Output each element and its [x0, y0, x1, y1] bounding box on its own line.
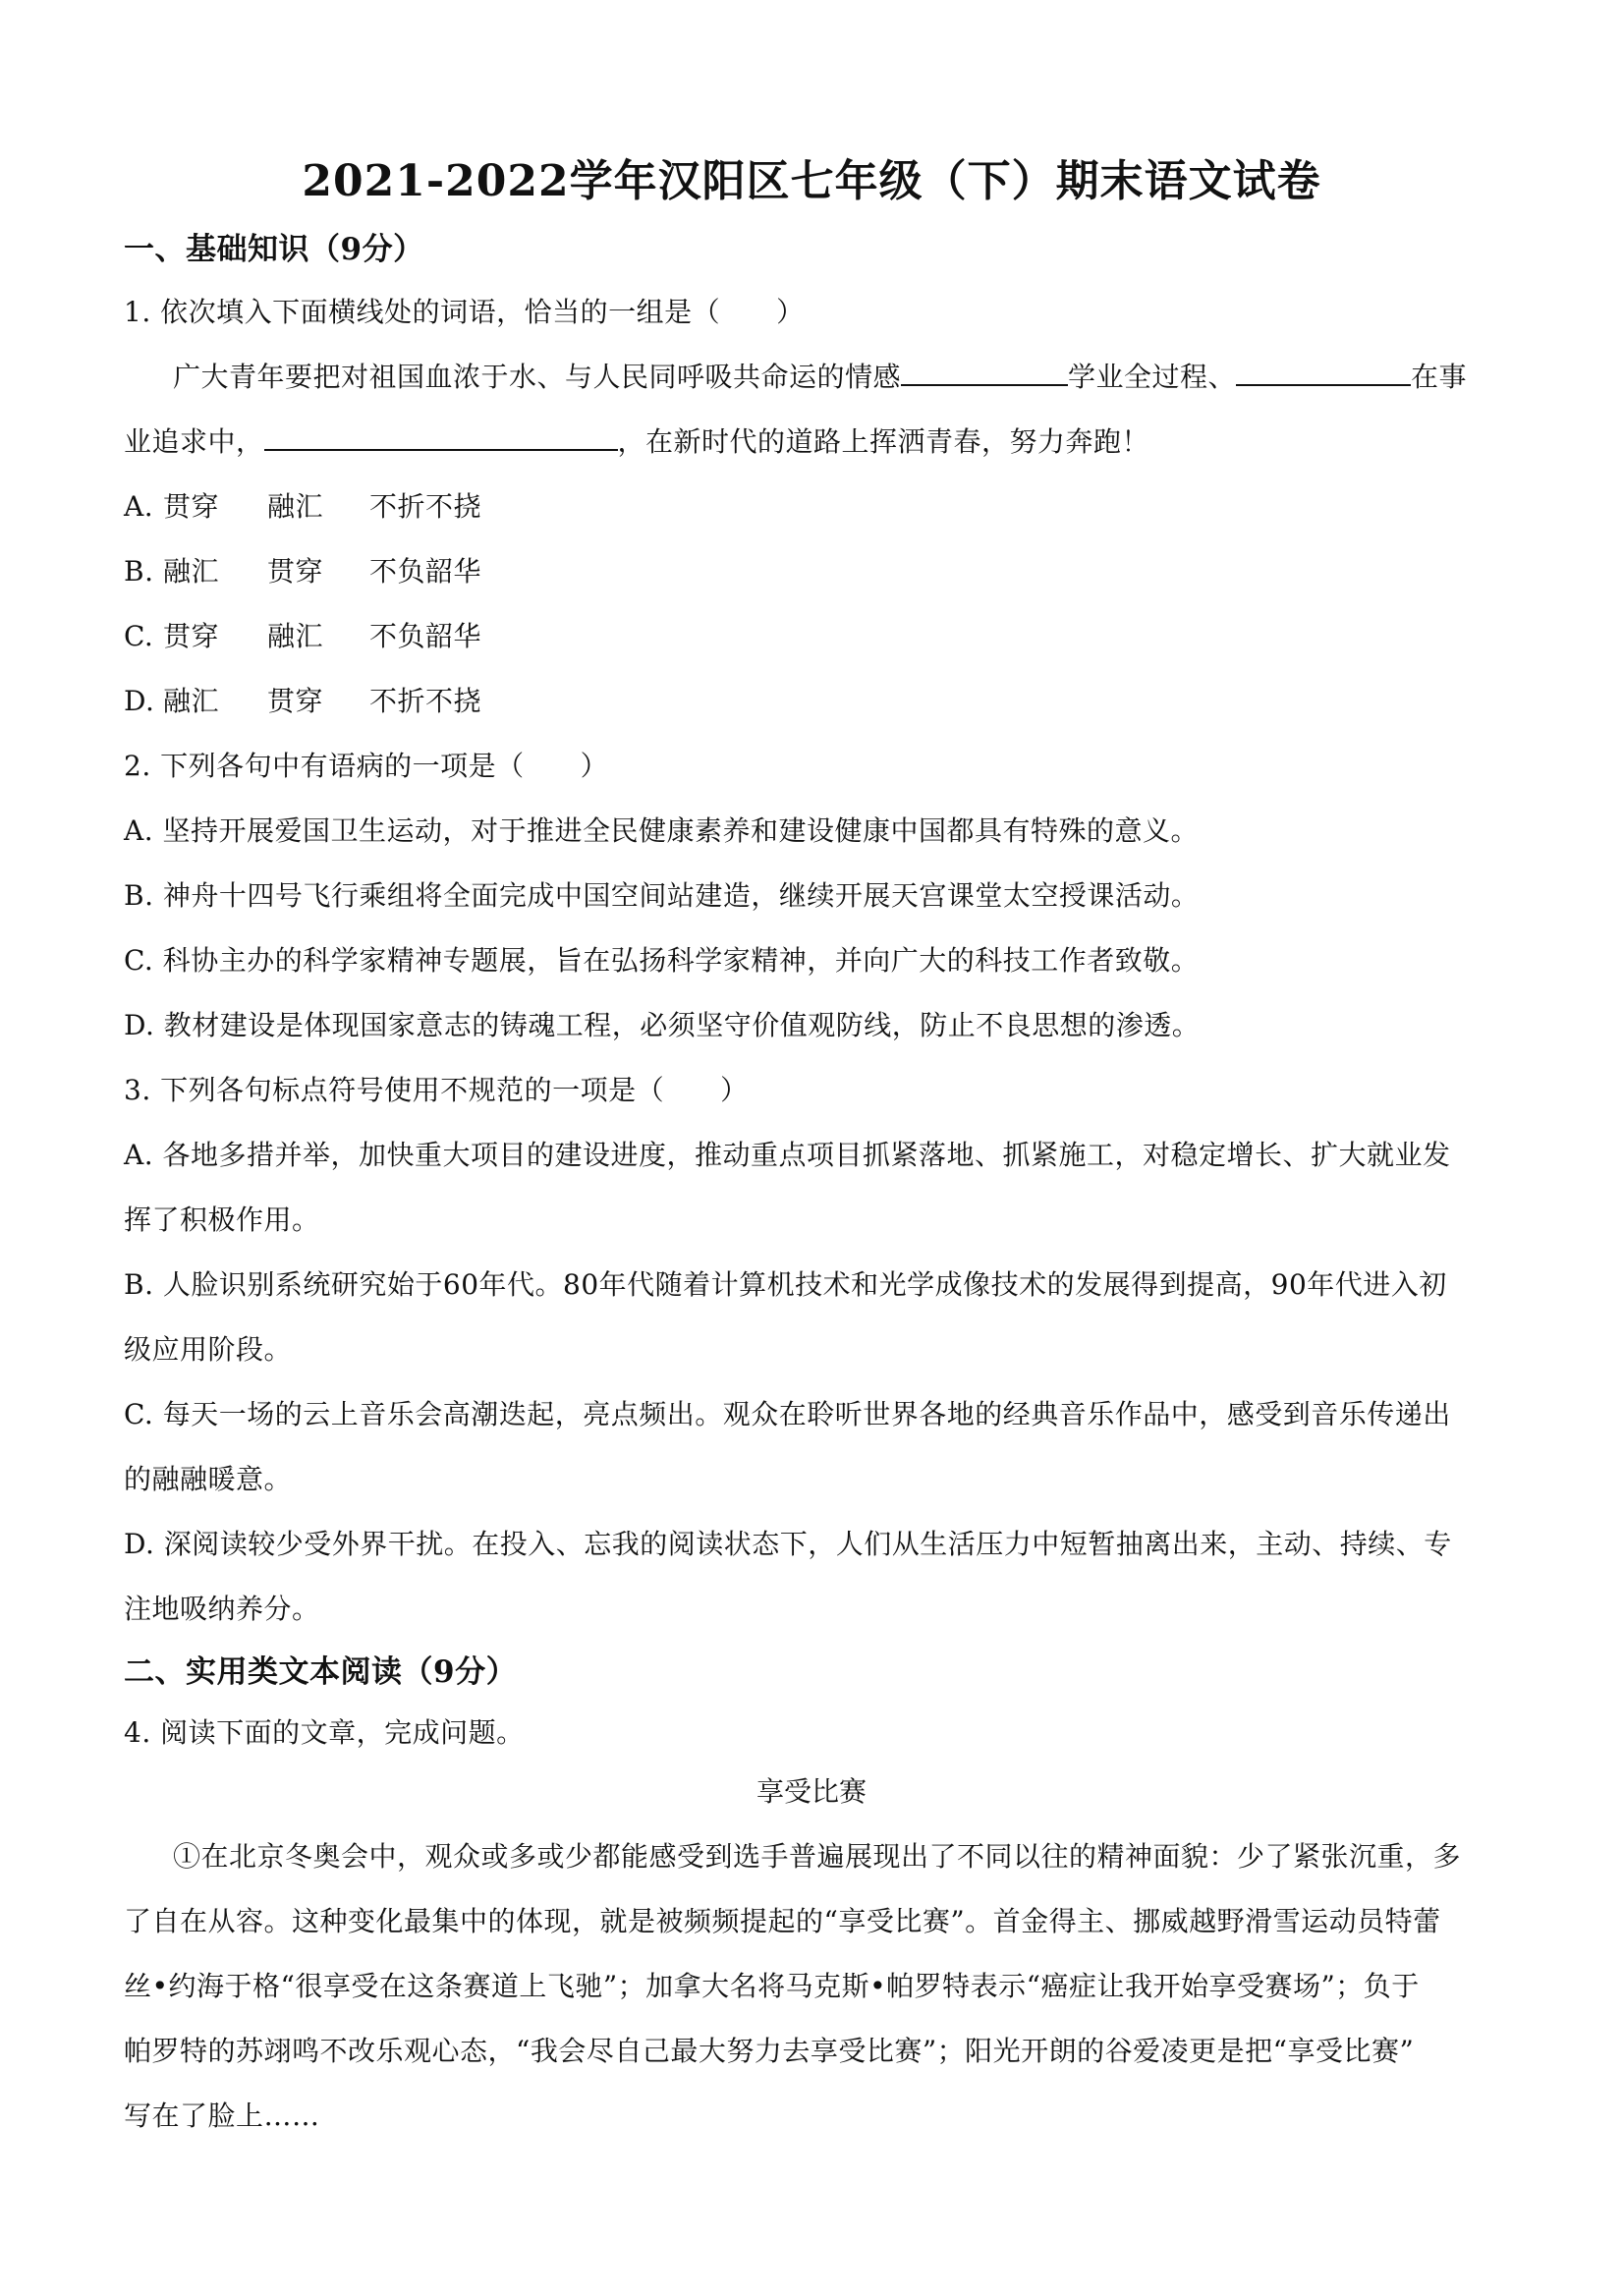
- article-paragraph-line-2: 了自在从容。这种变化最集中的体现，就是被频频提起的“享受比赛”。首金得主、挪威越野滑雪运动员特蕾: [124, 1905, 1441, 1937]
- question-3-option-c-line-2: 的融融暖意。: [124, 1463, 293, 1495]
- question-2-stem: 2. 下列各句中有语病的一项是（ ）: [124, 750, 609, 782]
- question-3-option-d-line-1: D. 深阅读较少受外界干扰。在投入、忘我的阅读状态下，人们从生活压力中短暂抽离出来，主动、持续、专: [124, 1528, 1452, 1560]
- question-2-option-d: D. 教材建设是体现国家意志的铸魂工程，必须坚守价值观防线，防止不良思想的渗透。: [124, 1009, 1201, 1041]
- question-1-option-a: A. 贯穿 融汇 不折不挠: [124, 490, 482, 523]
- question-2-option-c: C. 科协主办的科学家精神专题展，旨在弘扬科学家精神，并向广大的科技工作者致敬。: [124, 944, 1200, 977]
- question-1-passage-line-2: 业追求中， ，在新时代的道路上挥洒青春，努力奔跑！: [124, 425, 1150, 458]
- question-4-stem: 4. 阅读下面的文章，完成问题。: [124, 1716, 525, 1749]
- question-1-passage-line-1: 广大青年要把对祖国血浓于水、与人民同呼吸共命运的情感 学业全过程、 在事: [173, 361, 1468, 393]
- section-heading-2: 二、实用类文本阅读（9分）: [124, 1654, 518, 1690]
- article-paragraph-line-5: 写在了脸上……: [124, 2100, 320, 2132]
- article-paragraph-line-1: ①在北京冬奥会中，观众或多或少都能感受到选手普遍展现出了不同以往的精神面貌：少了紧张沉重，多: [173, 1840, 1462, 1873]
- question-3-option-a-line-2: 挥了积极作用。: [124, 1204, 320, 1236]
- question-2-option-a: A. 坚持开展爱国卫生运动，对于推进全民健康素养和建设健康中国都具有特殊的意义。: [124, 814, 1200, 847]
- question-3-stem: 3. 下列各句标点符号使用不规范的一项是（ ）: [124, 1074, 749, 1106]
- fill-blank-3[interactable]: [264, 423, 618, 451]
- question-1-stem: 1. 依次填入下面横线处的词语，恰当的一组是（ ）: [124, 296, 805, 328]
- question-3-option-a-line-1: A. 各地多措并举，加快重大项目的建设进度，推动重点项目抓紧落地、抓紧施工，对稳定增长、扩大就业发: [124, 1139, 1451, 1171]
- question-3-option-c-line-1: C. 每天一场的云上音乐会高潮迭起，亮点频出。观众在聆听世界各地的经典音乐作品中，感受到音乐传递出: [124, 1398, 1451, 1430]
- fill-blank-1[interactable]: [901, 359, 1068, 386]
- section-heading-1: 一、基础知识（9分）: [124, 232, 424, 267]
- question-1-option-b: B. 融汇 贯穿 不负韶华: [124, 555, 482, 588]
- question-1-option-c: C. 贯穿 融汇 不负韶华: [124, 620, 482, 652]
- article-title: 享受比赛: [756, 1775, 867, 1808]
- article-paragraph-line-3: 丝•约海于格“很享受在这条赛道上飞驰”；加拿大名将马克斯•帕罗特表示“癌症让我开始享受赛场”；负于: [124, 1970, 1420, 2002]
- question-3-option-d-line-2: 注地吸纳养分。: [124, 1593, 320, 1625]
- question-3-option-b-line-2: 级应用阶段。: [124, 1333, 293, 1366]
- question-3-option-b-line-1: B. 人脸识别系统研究始于60年代。80年代随着计算机技术和光学成像技术的发展得到提高，90年代进入初: [124, 1268, 1447, 1301]
- article-paragraph-line-4: 帕罗特的苏翊鸣不改乐观心态，“我会尽自己最大努力去享受比赛”；阳光开朗的谷爱凌更是把“享受比赛”: [124, 2035, 1415, 2067]
- question-2-option-b: B. 神舟十四号飞行乘组将全面完成中国空间站建造，继续开展天宫课堂太空授课活动。: [124, 879, 1200, 912]
- fill-blank-2[interactable]: [1236, 359, 1411, 386]
- question-1-option-d: D. 融汇 贯穿 不折不挠: [124, 685, 482, 717]
- page-title: 2021-2022学年汉阳区七年级（下）期末语文试卷: [302, 156, 1321, 206]
